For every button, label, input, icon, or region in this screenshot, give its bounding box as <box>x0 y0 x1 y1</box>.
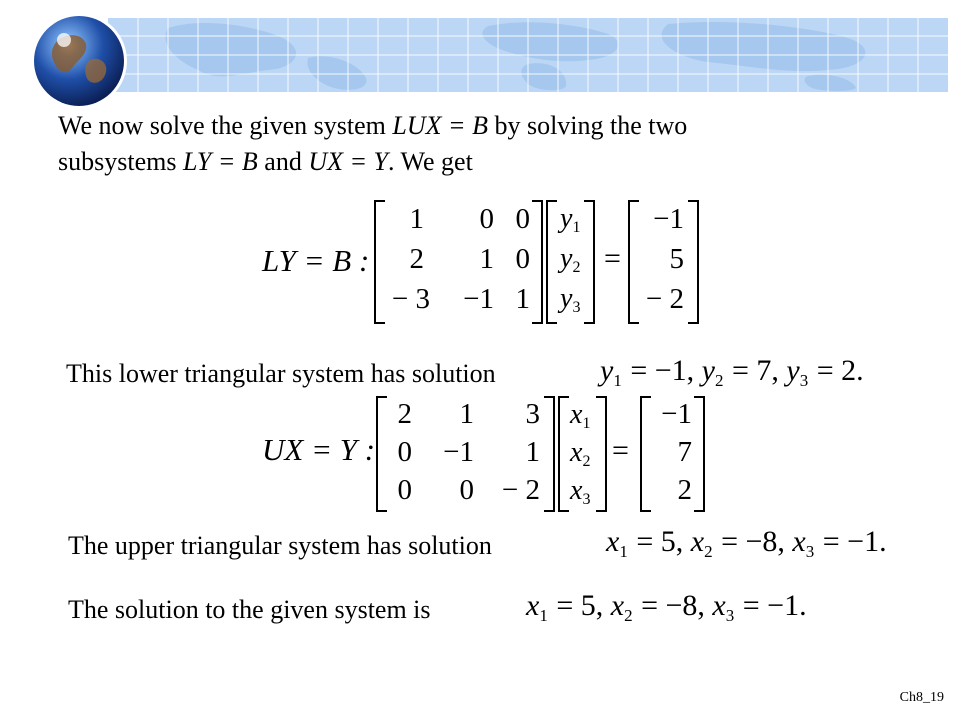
vector-entry: −1 <box>653 203 684 235</box>
intro-line-1 <box>58 108 687 143</box>
vector-bracket <box>688 200 699 324</box>
matrix-cell: 0 <box>479 203 494 235</box>
equation-label: UX = Y : <box>262 432 376 467</box>
equation-lux: LUX = B <box>392 111 488 140</box>
matrix-cell: 3 <box>525 398 540 430</box>
intro-text: subsystems <box>58 147 183 176</box>
intro-text: by solving the two <box>487 111 688 140</box>
matrix-cell: 1 <box>409 203 424 235</box>
matrix-cell: 0 <box>515 203 530 235</box>
slide-number: Ch8_19 <box>899 690 944 705</box>
vector-entry: −1 <box>661 398 692 430</box>
vector-entry: $y_3$ <box>560 283 581 316</box>
intro-text: We now solve the given system <box>58 111 393 140</box>
equation-ly: LY = B <box>182 147 258 176</box>
vector-bracket <box>694 396 705 512</box>
final-solution: $x_1 = 5$, $x_2 = -8$, $x_3 = -1$. <box>526 589 807 625</box>
vector-entry: 5 <box>669 243 684 275</box>
matrix-bracket <box>532 200 543 324</box>
final-solution-text: The solution to the given system is <box>68 595 431 624</box>
vector-entry: $y_1$ <box>560 203 581 236</box>
globe-icon <box>28 10 130 112</box>
vector-entry: 2 <box>677 474 692 506</box>
upper-triangular-text: The upper triangular system has solution <box>68 531 492 560</box>
matrix-cell: 1 <box>459 398 474 430</box>
intro-text: . We get <box>388 147 473 176</box>
matrix-cell: 2 <box>397 398 412 430</box>
header-banner <box>108 18 948 92</box>
equals-sign: = <box>612 434 629 467</box>
matrix-cell: 1 <box>515 283 530 315</box>
matrix-cell: − 2 <box>501 474 540 506</box>
vector-entry: $x_1$ <box>570 399 591 432</box>
matrix-cell: −1 <box>443 436 474 468</box>
matrix-cell: 0 <box>397 474 412 506</box>
matrix-cell: 1 <box>525 436 540 468</box>
intro-line-2 <box>58 144 473 179</box>
matrix-cell: 0 <box>515 243 530 275</box>
vector-bracket <box>546 200 557 324</box>
vector-entry: 7 <box>677 436 692 468</box>
matrix-cell: −1 <box>463 283 494 315</box>
lower-triangular-text: This lower triangular system has solution <box>66 359 496 388</box>
upper-solution: $x_1 = 5$, $x_2 = -8$, $x_3 = -1$. <box>606 525 887 561</box>
equation-label: LY = B : <box>262 243 370 278</box>
matrix-cell: 2 <box>409 243 424 275</box>
vector-entry: $y_2$ <box>560 243 581 276</box>
vector-bracket <box>584 200 595 324</box>
vector-entry: $x_2$ <box>570 437 591 470</box>
matrix-cell: 0 <box>459 474 474 506</box>
vector-bracket <box>596 396 607 512</box>
matrix-cell: 1 <box>479 243 494 275</box>
world-map-graphic <box>108 18 948 92</box>
vector-entry: − 2 <box>645 283 684 315</box>
matrix-bracket <box>544 396 555 512</box>
equals-sign: = <box>604 242 621 275</box>
lower-solution: $y_1 = -1$, $y_2 = 7$, $y_3 = 2$. <box>600 354 864 390</box>
matrix-cell: 0 <box>397 436 412 468</box>
matrix-cell: − 3 <box>391 283 430 315</box>
intro-text: and <box>257 147 309 176</box>
vector-bracket <box>558 396 569 512</box>
vector-entry: $x_3$ <box>570 475 591 508</box>
equation-ux: UX = Y <box>308 147 389 176</box>
